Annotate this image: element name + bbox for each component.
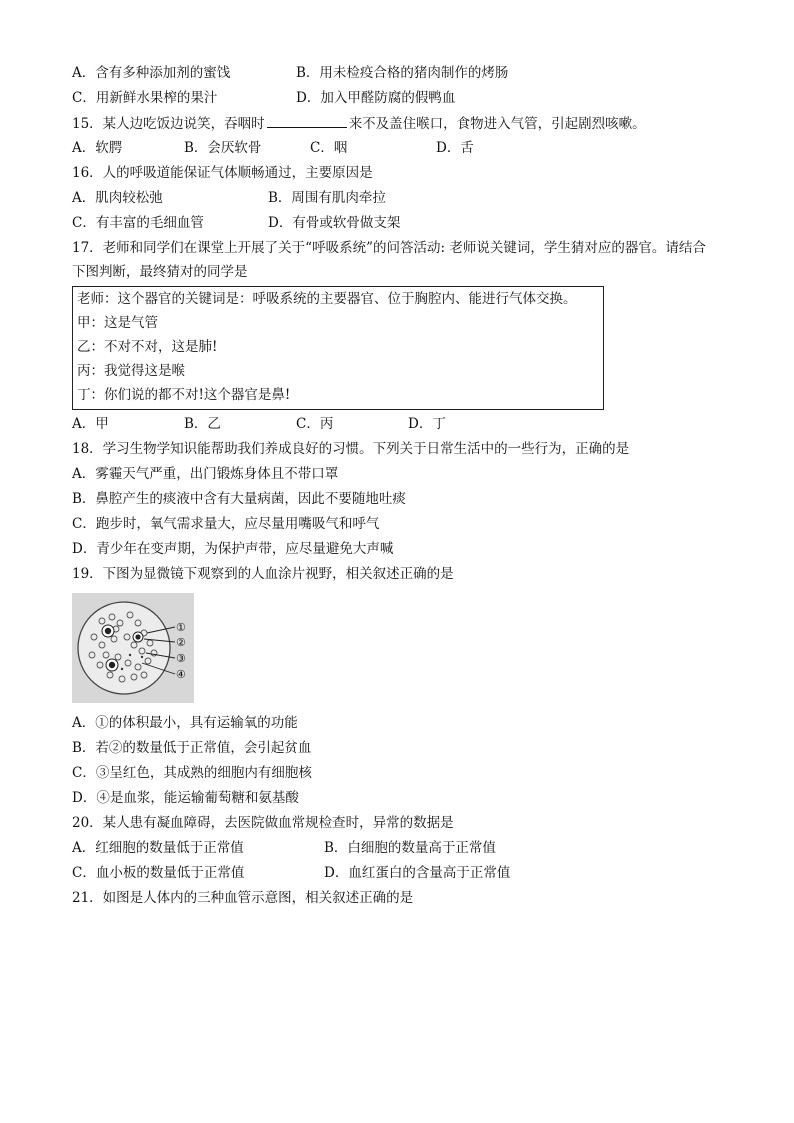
q15-answer-blank	[267, 113, 347, 128]
q19-stem: 19．下图为显微镜下观察到的人血涂片视野，相关叙述正确的是	[72, 566, 454, 582]
q17-option-a: A．甲	[72, 416, 109, 432]
q19-option-d: D．④是血浆，能运输葡萄糖和氨基酸	[72, 790, 299, 806]
q20-option-c: C．血小板的数量低于正常值	[72, 865, 245, 881]
q20-stem: 20．某人患有凝血障碍，去医院做血常规检查时，异常的数据是	[72, 815, 454, 831]
q17-stem-line-2: 下图判断，最终猜对的同学是	[72, 264, 248, 280]
q18-option-b: B．鼻腔产生的痰液中含有大量病菌，因此不要随地吐痰	[72, 491, 406, 507]
q17-dialog-jia: 甲：这是气管	[77, 315, 158, 331]
figure-label-3: ③	[176, 652, 186, 665]
q20-option-d: D．血红蛋白的含量高于正常值	[324, 865, 511, 881]
q19-option-c: C．③呈红色，其成熟的细胞内有细胞核	[72, 765, 312, 781]
q14-option-a: A．含有多种添加剂的蜜饯	[72, 65, 231, 81]
q15-stem	[72, 113, 646, 134]
q15-option-d: D．舌	[436, 140, 474, 156]
q16-option-a: A．肌肉较松弛	[72, 190, 163, 206]
q16-option-d: D．有骨或软骨做支架	[268, 215, 401, 231]
q17-dialog-ding: 丁：你们说的都不对!这个器官是鼻!	[77, 387, 291, 403]
q16-option-c: C．有丰富的毛细血管	[72, 215, 204, 231]
q17-option-d: D．丁	[408, 416, 446, 432]
q17-option-b: B．乙	[184, 416, 221, 432]
q19-option-b: B．若②的数量低于正常值，会引起贫血	[72, 740, 312, 756]
figure-label-2: ②	[176, 636, 186, 649]
microscope-field-circle	[78, 602, 170, 694]
q15-stem-before: 15．某人边吃饭边说笑，吞咽时	[72, 116, 265, 132]
q16-stem: 16．人的呼吸道能保证气体顺畅通过，主要原因是	[72, 165, 373, 181]
q19-option-a: A．①的体积最小，具有运输氧的功能	[72, 715, 298, 731]
q21-stem: 21．如图是人体内的三种血管示意图，相关叙述正确的是	[72, 890, 414, 906]
q18-stem: 18．学习生物学知识能帮助我们养成良好的习惯。下列关于日常生活中的一些行为，正确的是	[72, 441, 630, 457]
q16-option-b: B．周围有肌肉牵拉	[268, 190, 386, 206]
q15-option-b: B．会厌软骨	[184, 140, 262, 156]
q14-option-c: C．用新鲜水果榨的果汁	[72, 90, 218, 106]
q15-option-a: A．软腭	[72, 140, 123, 156]
figure-label-1: ①	[176, 621, 186, 634]
q18-option-d: D．青少年在变声期，为保护声带，应尽量避免大声喊	[72, 541, 394, 557]
q17-stem-line-1: 17．老师和同学们在课堂上开展了关于“呼吸系统”的问答活动: 老师说关键词，学生猜对应的器官。请结合	[72, 240, 706, 256]
q17-dialog-box	[72, 286, 604, 410]
blood-smear-svg	[72, 593, 194, 703]
q20-option-b: B．白细胞的数量高于正常值	[324, 840, 496, 856]
q14-option-d: D．加入甲醛防腐的假鸭血	[296, 90, 456, 106]
q14-option-b: B．用未检疫合格的猪肉制作的烤肠	[296, 65, 509, 81]
q15-stem-after: 来不及盖住喉口，食物进入气管，引起剧烈咳嗽。	[348, 116, 646, 132]
q20-option-a: A．红细胞的数量低于正常值	[72, 840, 244, 856]
q17-option-c: C．丙	[296, 416, 334, 432]
figure-label-4: ④	[176, 668, 186, 681]
q18-option-a: A．雾霾天气严重，出门锻炼身体且不带口罩	[72, 466, 339, 482]
blood-smear-figure	[72, 593, 194, 703]
q17-dialog-bing: 丙：我觉得这是喉	[77, 363, 185, 379]
q15-option-c: C．咽	[310, 140, 348, 156]
q17-dialog-teacher: 老师：这个器官的关键词是：呼吸系统的主要器官、位于胸腔内、能进行气体交换。	[77, 291, 577, 307]
q18-option-c: C．跑步时，氧气需求量大，应尽量用嘴吸气和呼气	[72, 516, 380, 532]
q17-dialog-yi: 乙：不对不对，这是肺!	[77, 339, 218, 355]
